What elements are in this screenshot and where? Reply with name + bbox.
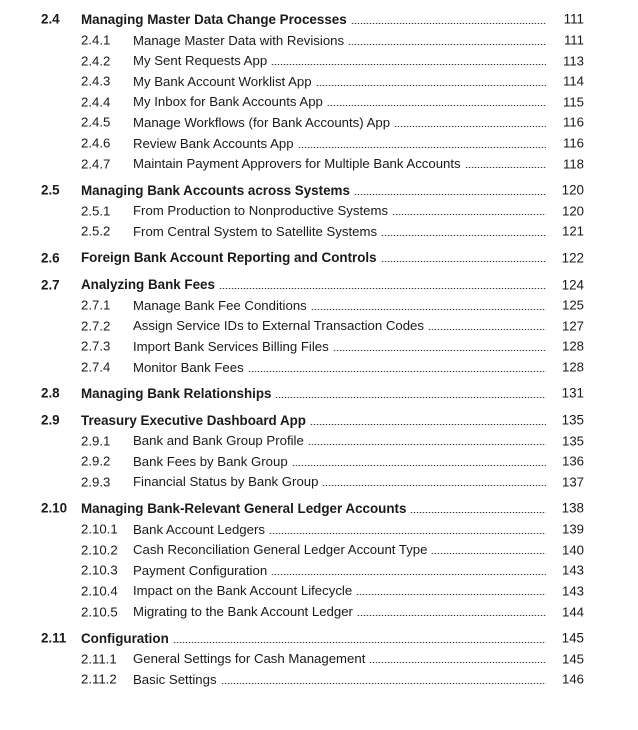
toc-entry-title: My Inbox for Bank Accounts App — [133, 94, 323, 110]
toc-entry-page-number: 138 — [561, 500, 584, 516]
dot-leader — [275, 397, 546, 398]
toc-entry-number: 2.4.3 — [81, 73, 111, 89]
dot-leader — [292, 465, 546, 466]
dot-leader — [310, 424, 546, 425]
toc-subsection-entry[interactable] — [0, 201, 638, 222]
toc-entry-title-wrap — [133, 357, 546, 378]
toc-entry-page-number: 116 — [562, 135, 584, 151]
toc-entry-title-wrap — [133, 669, 546, 690]
toc-entry-page-number: 128 — [561, 338, 584, 354]
toc-entry-title-wrap — [133, 560, 546, 581]
toc-subsection-entry[interactable] — [0, 581, 638, 602]
toc-entry-title-wrap — [133, 221, 546, 242]
toc-entry-number: 2.9.2 — [81, 453, 111, 469]
toc-subsection-entry[interactable] — [0, 30, 638, 51]
toc-entry-title: Import Bank Services Billing Files — [133, 338, 329, 354]
dot-leader — [351, 23, 546, 24]
dot-leader — [311, 309, 546, 310]
toc-entry-title: From Production to Nonproductive Systems — [133, 203, 389, 219]
toc-entry-number: 2.7.2 — [81, 318, 111, 334]
toc-subsection-entry[interactable] — [0, 472, 638, 493]
toc-entry-title-wrap — [133, 519, 546, 540]
toc-entry-title-wrap — [133, 581, 546, 602]
toc-section-entry[interactable] — [0, 383, 638, 404]
dot-leader — [219, 288, 546, 289]
toc-entry-title-wrap — [81, 383, 546, 404]
dot-leader — [394, 126, 546, 127]
toc-entry-title-wrap — [133, 92, 546, 113]
toc-subsection-entry[interactable] — [0, 357, 638, 378]
toc-entry-number: 2.8 — [41, 385, 60, 401]
toc-subsection-entry[interactable] — [0, 133, 638, 154]
dot-leader — [392, 214, 546, 215]
toc-entry-title: Configuration — [81, 630, 169, 646]
toc-entry-page-number: 131 — [561, 385, 584, 401]
dot-leader — [271, 574, 546, 575]
toc-entry-page-number: 128 — [561, 359, 584, 375]
toc-subsection-entry[interactable] — [0, 430, 638, 451]
toc-entry-title-wrap — [133, 133, 546, 154]
toc-entry-page-number: 135 — [561, 412, 584, 428]
toc-entry-title: Foreign Bank Account Reporting and Controls — [81, 250, 377, 266]
toc-entry-title-wrap — [133, 295, 546, 316]
toc-entry-number: 2.4.5 — [81, 114, 111, 130]
toc-entry-number: 2.7 — [41, 277, 60, 293]
dot-leader — [381, 261, 546, 262]
toc-entry-number: 2.4.6 — [81, 135, 111, 151]
toc-section-entry[interactable] — [0, 274, 638, 295]
toc-entry-title-wrap — [133, 153, 546, 174]
toc-subsection-entry[interactable] — [0, 295, 638, 316]
toc-entry-title: General Settings for Cash Management — [133, 651, 366, 667]
table-of-contents — [0, 9, 638, 690]
dot-leader — [410, 512, 546, 513]
toc-entry-title: Manage Bank Fee Conditions — [133, 297, 307, 313]
toc-section-entry[interactable] — [0, 180, 638, 201]
toc-entry-title: Maintain Payment Approvers for Multiple Bank Accounts — [133, 156, 461, 172]
toc-subsection-entry[interactable] — [0, 71, 638, 92]
toc-entry-number: 2.5.2 — [81, 223, 111, 239]
toc-subsection-entry[interactable] — [0, 560, 638, 581]
dot-leader — [431, 553, 546, 554]
toc-entry-title-wrap — [133, 601, 546, 622]
toc-entry-page-number: 144 — [561, 604, 584, 620]
toc-subsection-entry[interactable] — [0, 336, 638, 357]
toc-subsection-entry[interactable] — [0, 451, 638, 472]
toc-entry-title: Manage Master Data with Revisions — [133, 32, 345, 48]
toc-entry-title-wrap — [133, 648, 546, 669]
toc-subsection-entry[interactable] — [0, 601, 638, 622]
toc-entry-page-number: 125 — [561, 297, 584, 313]
toc-entry-title: Assign Service IDs to External Transaction Codes — [133, 318, 424, 334]
dot-leader — [322, 485, 546, 486]
toc-entry-page-number: 139 — [561, 521, 584, 537]
toc-entry-title: My Sent Requests App — [133, 53, 268, 69]
toc-entry-title: Managing Bank Accounts across Systems — [81, 182, 350, 198]
toc-subsection-entry[interactable] — [0, 316, 638, 337]
toc-entry-title-wrap — [133, 112, 546, 133]
toc-entry-page-number: 120 — [561, 203, 584, 219]
toc-entry-page-number: 146 — [561, 671, 584, 687]
toc-entry-page-number: 114 — [562, 73, 584, 89]
toc-entry-title-wrap — [81, 180, 546, 201]
toc-entry-page-number: 143 — [561, 583, 584, 599]
dot-leader — [308, 444, 546, 445]
toc-entry-page-number: 111 — [563, 11, 584, 27]
toc-subsection-entry[interactable] — [0, 92, 638, 113]
dot-leader — [369, 662, 546, 663]
toc-entry-title: Bank Fees by Bank Group — [133, 453, 288, 469]
toc-entry-title: Treasury Executive Dashboard App — [81, 412, 306, 428]
toc-entry-title: Monitor Bank Fees — [133, 359, 244, 375]
toc-entry-page-number: 118 — [562, 156, 584, 172]
dot-leader — [221, 683, 546, 684]
toc-subsection-entry[interactable] — [0, 112, 638, 133]
toc-entry-number: 2.4.1 — [81, 32, 111, 48]
toc-entry-page-number: 127 — [561, 318, 584, 334]
toc-entry-page-number: 137 — [561, 474, 584, 490]
toc-entry-title-wrap — [133, 451, 546, 472]
toc-section-entry[interactable] — [0, 628, 638, 649]
toc-entry-title-wrap — [81, 628, 546, 649]
toc-entry-number: 2.7.3 — [81, 338, 111, 354]
toc-entry-title: My Bank Account Worklist App — [133, 73, 312, 89]
toc-entry-title-wrap — [133, 50, 546, 71]
toc-entry-title: Basic Settings — [133, 671, 217, 687]
toc-entry-number: 2.11.1 — [81, 651, 117, 667]
dot-leader — [333, 350, 546, 351]
toc-entry-page-number: 136 — [561, 453, 584, 469]
dot-leader — [381, 235, 546, 236]
toc-entry-page-number: 140 — [561, 542, 584, 558]
toc-entry-title-wrap — [133, 71, 546, 92]
toc-entry-title-wrap — [133, 316, 546, 337]
toc-section-entry[interactable] — [0, 498, 638, 519]
dot-leader — [327, 105, 546, 106]
toc-entry-number: 2.9 — [41, 412, 60, 428]
dot-leader — [428, 329, 546, 330]
toc-entry-number: 2.7.4 — [81, 359, 111, 375]
toc-entry-page-number: 145 — [561, 630, 584, 646]
toc-section-entry[interactable] — [0, 9, 638, 30]
toc-entry-number: 2.4.7 — [81, 156, 111, 172]
toc-entry-number: 2.6 — [41, 250, 60, 266]
toc-entry-title-wrap — [133, 430, 546, 451]
toc-entry-title: Impact on the Bank Account Lifecycle — [133, 583, 353, 599]
toc-entry-title: Financial Status by Bank Group — [133, 474, 319, 490]
toc-entry-page-number: 116 — [562, 114, 584, 130]
toc-entry-title-wrap — [81, 274, 546, 295]
toc-entry-page-number: 143 — [561, 562, 584, 578]
toc-entry-title: Cash Reconciliation General Ledger Account Type — [133, 542, 428, 558]
toc-entry-number: 2.10.2 — [81, 542, 118, 558]
dot-leader — [248, 371, 546, 372]
toc-entry-page-number: 120 — [561, 182, 584, 198]
toc-entry-page-number: 122 — [561, 250, 584, 266]
toc-entry-page-number: 113 — [562, 53, 584, 69]
toc-entry-title: Migrating to the Bank Account Ledger — [133, 604, 353, 620]
toc-entry-title-wrap — [81, 498, 546, 519]
toc-entry-number: 2.10.5 — [81, 604, 118, 620]
dot-leader — [173, 642, 546, 643]
toc-subsection-entry[interactable] — [0, 519, 638, 540]
dot-leader — [357, 615, 546, 616]
dot-leader — [354, 194, 546, 195]
toc-entry-title-wrap — [81, 410, 546, 431]
dot-leader — [298, 147, 546, 148]
toc-entry-page-number: 111 — [563, 32, 584, 48]
toc-entry-title: From Central System to Satellite Systems — [133, 223, 378, 239]
toc-entry-number: 2.11 — [41, 630, 67, 646]
toc-entry-page-number: 135 — [561, 433, 584, 449]
toc-entry-number: 2.10.4 — [81, 583, 118, 599]
toc-entry-title: Bank Account Ledgers — [133, 521, 265, 537]
toc-entry-title: Review Bank Accounts App — [133, 135, 294, 151]
toc-entry-page-number: 115 — [562, 94, 584, 110]
toc-entry-page-number: 124 — [561, 277, 584, 293]
toc-section-entry[interactable] — [0, 248, 638, 269]
toc-entry-number: 2.9.1 — [81, 433, 111, 449]
toc-entry-title-wrap — [133, 30, 546, 51]
toc-entry-number: 2.4 — [41, 11, 60, 27]
toc-entry-title-wrap — [133, 201, 546, 222]
dot-leader — [316, 85, 546, 86]
toc-subsection-entry[interactable] — [0, 669, 638, 690]
toc-entry-number: 2.10 — [41, 500, 68, 516]
toc-entry-title-wrap — [81, 248, 546, 269]
toc-entry-title: Managing Bank Relationships — [81, 385, 272, 401]
toc-entry-title: Manage Workflows (for Bank Accounts) App — [133, 114, 391, 130]
toc-entry-number: 2.4.4 — [81, 94, 111, 110]
toc-entry-number: 2.9.3 — [81, 474, 111, 490]
dot-leader — [348, 44, 546, 45]
toc-subsection-entry[interactable] — [0, 153, 638, 174]
toc-entry-title-wrap — [133, 336, 546, 357]
dot-leader — [356, 594, 546, 595]
toc-entry-number: 2.10.1 — [81, 521, 118, 537]
toc-entry-title-wrap — [133, 472, 546, 493]
toc-entry-title: Analyzing Bank Fees — [81, 277, 215, 293]
toc-entry-number: 2.4.2 — [81, 53, 111, 69]
toc-section-entry[interactable] — [0, 410, 638, 431]
toc-entry-number: 2.10.3 — [81, 562, 118, 578]
dot-leader — [269, 533, 546, 534]
toc-entry-number: 2.11.2 — [81, 671, 117, 687]
toc-entry-page-number: 145 — [561, 651, 584, 667]
toc-entry-title-wrap — [81, 9, 546, 30]
toc-subsection-entry[interactable] — [0, 539, 638, 560]
toc-entry-title: Payment Configuration — [133, 562, 268, 578]
toc-entry-page-number: 121 — [561, 223, 584, 239]
toc-entry-title: Managing Master Data Change Processes — [81, 11, 347, 27]
toc-entry-title: Bank and Bank Group Profile — [133, 433, 304, 449]
toc-entry-number: 2.7.1 — [81, 297, 111, 313]
toc-subsection-entry[interactable] — [0, 648, 638, 669]
dot-leader — [465, 167, 546, 168]
toc-subsection-entry[interactable] — [0, 221, 638, 242]
toc-entry-title: Managing Bank-Relevant General Ledger Accounts — [81, 500, 407, 516]
toc-entry-number: 2.5.1 — [81, 203, 111, 219]
toc-subsection-entry[interactable] — [0, 50, 638, 71]
toc-entry-title-wrap — [133, 539, 546, 560]
dot-leader — [271, 64, 546, 65]
toc-entry-number: 2.5 — [41, 182, 60, 198]
